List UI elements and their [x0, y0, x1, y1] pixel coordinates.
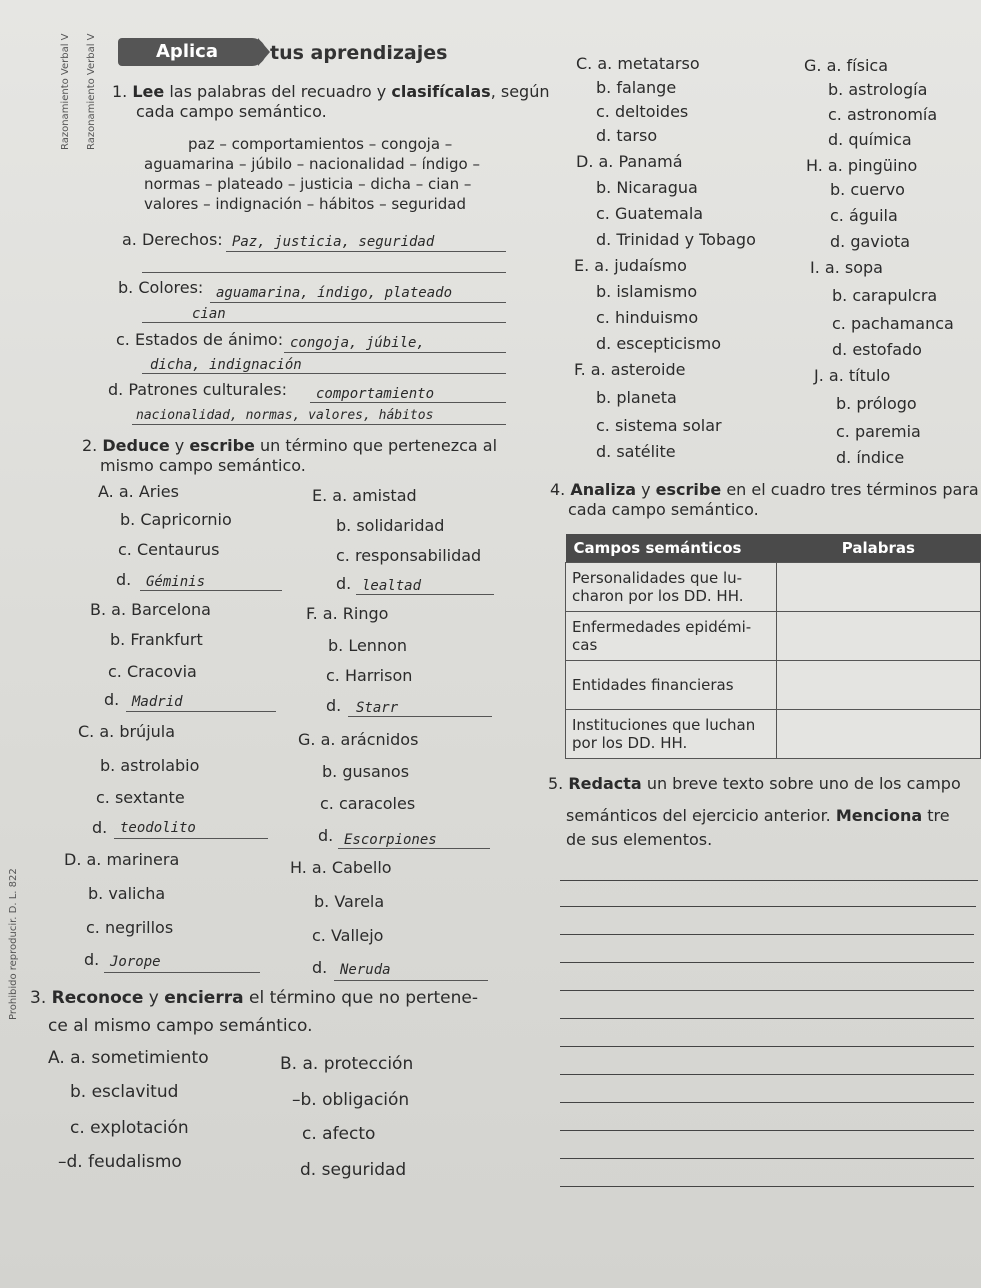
side-label-1: Razonamiento Verbal V: [60, 33, 71, 150]
q2-H-a: H. a. Cabello: [290, 858, 392, 877]
q2-A-d: d.: [116, 570, 132, 589]
q1-instruction: 1. Lee las palabras del recuadro y clasifícalas, según: [112, 82, 550, 101]
col2-I-a: I. a. sopa: [810, 258, 883, 277]
answer-line: [142, 373, 506, 374]
table-header-words: Palabras: [776, 534, 980, 563]
col2-I-d: d. estofado: [832, 340, 922, 359]
q2-B-d: d.: [104, 690, 120, 709]
q2-C-c: c. sextante: [96, 788, 185, 807]
writing-line[interactable]: [560, 1074, 974, 1075]
q1b-label: b. Colores:: [118, 278, 204, 297]
word-box-line-3: normas – plateado – justicia – dicha – cian –: [144, 175, 472, 193]
col2-D-a: D. a. Panamá: [576, 152, 683, 171]
q1d-answer-2: nacionalidad, normas, valores, hábitos: [136, 408, 434, 423]
col2-D-c: c. Guatemala: [596, 204, 704, 223]
col2-H-a: H. a. pingüino: [806, 156, 918, 175]
col2-C-a: C. a. metatarso: [576, 54, 700, 73]
q1c-answer: congoja, júbile,: [290, 335, 425, 351]
answer-line: [334, 980, 488, 981]
table-header-fields: Campos semánticos: [566, 534, 777, 563]
answer-line: [132, 424, 506, 425]
q3-B-c: c. afecto: [302, 1124, 376, 1144]
answer-line: [338, 848, 490, 849]
col2-E-a: E. a. judaísmo: [574, 256, 687, 275]
q1c-label: c. Estados de ánimo:: [116, 330, 284, 349]
col2-J-b: b. prólogo: [836, 394, 917, 413]
writing-line[interactable]: [560, 880, 978, 881]
writing-line[interactable]: [560, 990, 974, 991]
copyright-label: Prohibido reproducir. D. L. 822: [8, 868, 19, 1020]
answer-line: [284, 352, 506, 353]
q2-G-answer: Escorpiones: [344, 832, 437, 848]
q3-B-d: d. seguridad: [300, 1160, 407, 1180]
q2-F-d: d.: [326, 696, 342, 715]
table-row: [566, 661, 981, 710]
q2-H-c: c. Vallejo: [312, 926, 384, 945]
col2-J-a: J. a. título: [814, 366, 891, 385]
col2-J-c: c. paremia: [836, 422, 921, 441]
q4-instruction: 4. Analiza y escribe en el cuadro tres términos para: [550, 480, 979, 499]
writing-line[interactable]: [560, 906, 976, 907]
q3-A-d: –d. feudalismo: [58, 1152, 182, 1172]
q2-A-answer: Géminis: [146, 574, 206, 590]
q2-E-d: d.: [336, 574, 352, 593]
answer-line: [210, 302, 506, 303]
col2-G-d: d. química: [828, 130, 912, 149]
q3-A-a: A. a. sometimiento: [48, 1048, 209, 1068]
q2-B-a: B. a. Barcelona: [90, 600, 211, 619]
q3-A-c: c. explotación: [70, 1118, 189, 1138]
col2-C-d: d. tarso: [596, 126, 658, 145]
q2-B-c: c. Cracovia: [108, 662, 197, 681]
answer-line: [310, 402, 506, 403]
col2-I-b: b. carapulcra: [832, 286, 938, 305]
col2-C-c: c. deltoides: [596, 102, 689, 121]
q3-instruction-2: ce al mismo campo semántico.: [48, 1016, 313, 1036]
writing-line[interactable]: [560, 1186, 974, 1187]
aplica-badge: Aplica: [118, 38, 266, 66]
q2-instruction-2: mismo campo semántico.: [100, 456, 306, 475]
q2-D-answer: Jorope: [110, 954, 161, 970]
answer-line: [142, 322, 506, 323]
q2-F-a: F. a. Ringo: [306, 604, 389, 623]
q2-H-answer: Neruda: [340, 962, 391, 978]
q1d-answer: comportamiento: [316, 386, 435, 402]
table-cell-words[interactable]: [776, 563, 980, 612]
q3-B-a: B. a. protección: [280, 1054, 414, 1074]
table-cell-words[interactable]: [776, 612, 980, 661]
word-box-line-4: valores – indignación – hábitos – seguridad: [144, 195, 466, 213]
q2-G-c: c. caracoles: [320, 794, 416, 813]
col2-F-a: F. a. asteroide: [574, 360, 686, 379]
q2-G-b: b. gusanos: [322, 762, 410, 781]
q2-H-d: d.: [312, 958, 328, 977]
q1a-answer: Paz, justicia, seguridad: [232, 234, 435, 250]
q1b-answer-2: cian: [192, 306, 226, 322]
q5-instruction-3: de sus elementos.: [566, 830, 713, 849]
q2-G-d: d.: [318, 826, 334, 845]
answer-line: [142, 272, 506, 273]
q3-A-b: b. esclavitud: [70, 1082, 179, 1102]
col2-I-c: c. pachamanca: [832, 314, 954, 333]
table-row: [566, 612, 981, 661]
q2-D-d: d.: [84, 950, 100, 969]
col2-E-d: d. escepticismo: [596, 334, 721, 353]
q2-F-answer: Starr: [356, 700, 399, 716]
badge-arrow: [258, 38, 270, 66]
writing-line[interactable]: [560, 1130, 974, 1131]
col2-H-d: d. gaviota: [830, 232, 911, 251]
q2-H-b: b. Varela: [314, 892, 385, 911]
table-cell-field: Entidades financieras: [566, 661, 777, 710]
q2-C-d: d.: [92, 818, 108, 837]
q2-D-a: D. a. marinera: [64, 850, 180, 869]
q2-E-answer: lealtad: [362, 578, 422, 594]
side-label-2: Razonamiento Verbal V: [86, 33, 97, 150]
answer-line: [226, 251, 506, 252]
q4-instruction-2: cada campo semántico.: [568, 500, 759, 519]
q1c-answer-2: dicha, indignación: [150, 357, 302, 373]
q3-B-b: –b. obligación: [292, 1090, 410, 1110]
col2-H-b: b. cuervo: [830, 180, 905, 199]
q3-instruction: 3. Reconoce y encierra el término que no pertene-: [30, 988, 478, 1008]
writing-line[interactable]: [560, 934, 974, 935]
q1b-answer: aguamarina, índigo, plateado: [216, 285, 453, 301]
q2-D-c: c. negrillos: [86, 918, 174, 937]
q2-E-b: b. solidaridad: [336, 516, 445, 535]
writing-line[interactable]: [560, 1018, 974, 1019]
col2-D-b: b. Nicaragua: [596, 178, 698, 197]
q5-instruction-2: semánticos del ejercicio anterior. Menciona tre: [566, 806, 950, 825]
col2-F-d: d. satélite: [596, 442, 676, 461]
q1d-label: d. Patrones culturales:: [108, 380, 287, 399]
col2-H-c: c. águila: [830, 206, 898, 225]
answer-line: [348, 716, 492, 717]
col2-G-b: b. astrología: [828, 80, 928, 99]
q2-G-a: G. a. arácnidos: [298, 730, 419, 749]
col2-J-d: d. índice: [836, 448, 905, 467]
q2-A-b: b. Capricornio: [120, 510, 232, 529]
col2-F-c: c. sistema solar: [596, 416, 722, 435]
q1a-label: a. Derechos:: [122, 230, 223, 249]
table-row: [566, 563, 981, 612]
section-title: tus aprendizajes: [270, 42, 448, 64]
q2-C-answer: teodolito: [120, 820, 196, 836]
q2-E-a: E. a. amistad: [312, 486, 417, 505]
col2-D-d: d. Trinidad y Tobago: [596, 230, 756, 249]
answer-line: [140, 590, 282, 591]
q2-C-a: C. a. brújula: [78, 722, 176, 741]
q2-F-c: c. Harrison: [326, 666, 413, 685]
answer-line: [356, 594, 494, 595]
q2-E-c: c. responsabilidad: [336, 546, 482, 565]
word-box-line-1: paz – comportamientos – congoja –: [188, 135, 453, 153]
answer-line: [126, 711, 276, 712]
q1-instruction-2: cada campo semántico.: [136, 102, 327, 121]
answer-line: [114, 838, 268, 839]
table-cell-words[interactable]: [776, 710, 980, 759]
q2-D-b: b. valicha: [88, 884, 166, 903]
writing-line[interactable]: [560, 1102, 974, 1103]
col2-G-a: G. a. física: [804, 56, 889, 75]
q2-instruction: 2. Deduce y escribe un término que pertenezca al: [82, 436, 498, 455]
q2-F-b: b. Lennon: [328, 636, 408, 655]
writing-line[interactable]: [560, 962, 974, 963]
col2-E-b: b. islamismo: [596, 282, 698, 301]
q2-A-c: c. Centaurus: [118, 540, 220, 559]
col2-G-c: c. astronomía: [828, 105, 938, 124]
q2-A-a: A. a. Aries: [98, 482, 179, 501]
col2-F-b: b. planeta: [596, 388, 677, 407]
col2-C-b: b. falange: [596, 78, 677, 97]
word-box-line-2: aguamarina – júbilo – nacionalidad – índigo –: [144, 155, 480, 173]
q5-instruction: 5. Redacta un breve texto sobre uno de los campo: [548, 774, 961, 793]
writing-line[interactable]: [560, 1046, 974, 1047]
table-cell-field: Enfermedades epidémi- cas: [566, 612, 777, 661]
table-cell-field: Personalidades que lu- charon por los DD. HH.: [566, 563, 777, 612]
table-row: [566, 710, 981, 759]
q2-B-answer: Madrid: [132, 694, 183, 710]
q2-C-b: b. astrolabio: [100, 756, 200, 775]
q2-B-b: b. Frankfurt: [110, 630, 203, 649]
answer-line: [104, 972, 260, 973]
semantic-fields-table: [565, 534, 981, 759]
table-cell-field: Instituciones que luchan por los DD. HH.: [566, 710, 777, 759]
table-cell-words[interactable]: [776, 661, 980, 710]
col2-E-c: c. hinduismo: [596, 308, 699, 327]
writing-line[interactable]: [560, 1158, 974, 1159]
